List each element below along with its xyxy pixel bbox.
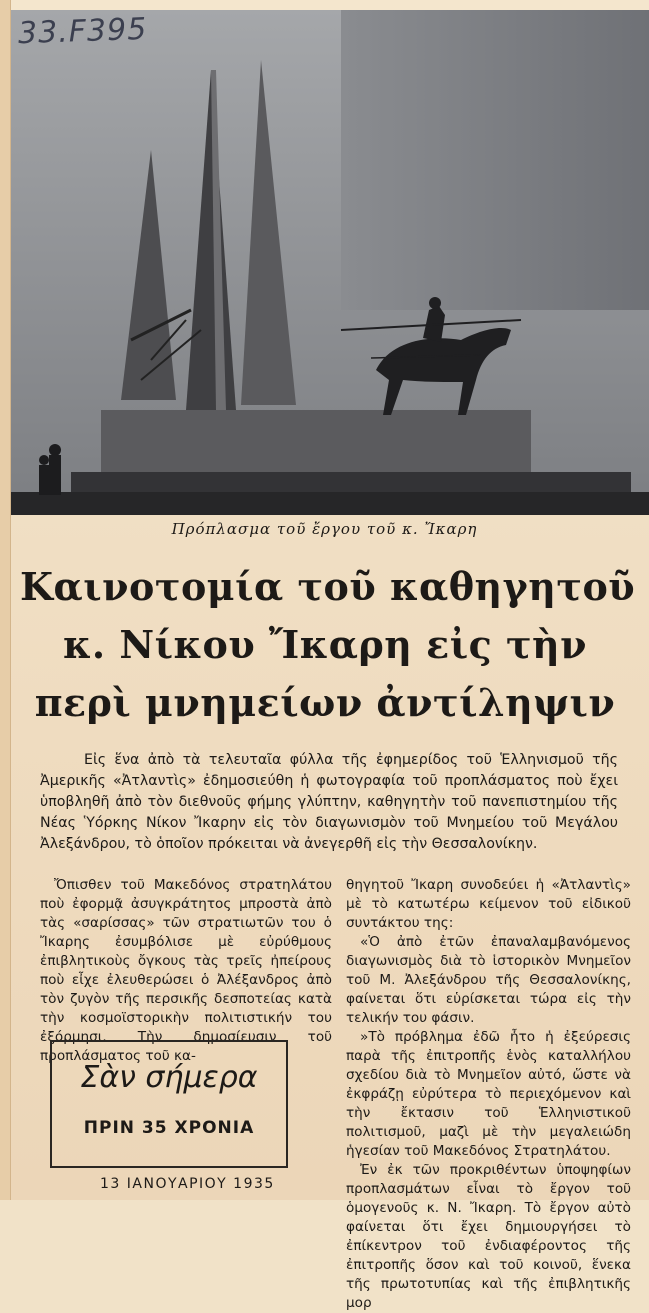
headline (20, 558, 636, 732)
right-column-paragraph: «Ὁ ἀπὸ ἐτῶν ἐπαναλαμβανόμενος διαγωνισμὸς διὰ τὸ ἱστορικὸν Μνημεῖον τοῦ Μ. Ἀλεξάνδρου τῆς Θεσσαλονίκης, φαίνεται ὅτι εὑρίσκεται τώρα εἰς τὴν τελικήν του φάσιν. (346, 934, 631, 1026)
left-column-paragraph: Ὄπισθεν τοῦ Μακεδόνος στρατηλάτου ποὺ ἐφορμᾷ ἀσυγκράτητος μπροστὰ ἀπὸ τὰς «σαρίσσας» τῶν στρατιωτῶν του ὁ Ἴκαρης ἐσυμβόλισε μὲ εὐρύθμους ἐπιβλητικοὺς ὄγκους τὰς τρεῖς ἠπείρους ποὺ εἶχε ἐλευθερώσει ὁ Ἀλέξανδρος ἀπὸ τὸν ζυγὸν τῆς περσικῆς δεσποτείας κατὰ τὴν κοσμοϊστορικὴν πολιτιστικήν του ἐξόρμησι. Τὴν δημοσίευσιν τοῦ προπλάσματος τοῦ κα- (40, 877, 332, 1064)
handwritten-archive-number: 33.F395 (17, 11, 148, 52)
paper-edge (0, 0, 11, 1200)
monument-photo (11, 10, 649, 515)
box-title: Σὰν σήμερα (80, 1060, 258, 1095)
right-column-paragraph: Ἐν ἐκ τῶν προκριθέντων ὑποψηφίων προπλασμάτων εἶναι τὸ ἔργον τοῦ ὁμογενοῦς κ. Ν. Ἴκαρη. Τὸ ἔργον αὐτὸ φαίνεται ὅτι ἔχει δημιουργήσει τὸ ἐπίκεντρον τοῦ ἐνδιαφέροντος τῆς ἐπιτροπῆς ὅσον καὶ τοῦ κοινοῦ, ἕνεκα τῆς πρωτοτυπίας καὶ τῆς ἐπιβλητικῆς μορ (346, 1162, 631, 1311)
headline-line-3: περὶ μνημείων ἀντίληψιν (34, 680, 616, 725)
on-this-day-box (50, 1040, 288, 1168)
headline-line-2: κ. Νίκου Ἴκαρη εἰς τὴν (62, 622, 588, 667)
headline-line-1: Καινοτομία τοῦ καθηγητοῦ (20, 564, 636, 609)
right-column-paragraph: »Τὸ πρόβλημα ἐδῶ ἦτο ἡ ἐξεύρεσις παρὰ τῆς ἐπιτροπῆς ἑνὸς καταλλήλου σχεδίου διὰ τὸ Μνημεῖον αὐτό, ὥστε νὰ ἐκφράζῃ εὐρύτερα τὸ περιεχόμενον καὶ τὴν ἔκτασιν τοῦ Ἑλληνιστικοῦ πολιτισμοῦ, μαζὶ μὲ τὴν μεγαλειώδη ἡγεσίαν τοῦ Μακεδόνος Στρατηλάτου. (346, 1029, 631, 1159)
box-subtitle: ΠΡΙΝ 35 ΧΡΟΝΙΑ (83, 1118, 255, 1138)
right-column-paragraph: θηγητοῦ Ἴκαρη συνοδεύει ἡ «Ἀτλαντὶς» μὲ τὸ κατωτέρω κείμενον τοῦ εἰδικοῦ συντάκτου της: (346, 877, 631, 931)
left-column (40, 876, 332, 1066)
right-column (346, 876, 631, 1313)
photo-caption: Πρόπλασμα τοῦ ἔργου τοῦ κ. Ἴκαρη (171, 520, 478, 538)
lede-paragraph: Εἰς ἕνα ἀπὸ τὰ τελευταῖα φύλλα τῆς ἐφημερίδος τοῦ Ἑλληνισμοῦ τῆς Ἀμερικῆς «Ἀτλαντὶς» ἐδημοσιεύθη ἡ φωτογραφία τοῦ προπλάσματος ποὺ ἔχει ὑποβληθῆ ἀπὸ τὸν διεθνοῦς φήμης γλύπτην, καθηγητὴν τοῦ πανεπιστημίου τῆς Νέας Ὑόρκης Νίκον Ἴκαρην εἰς τὸν διαγωνισμὸν τοῦ Μνημείου τοῦ Μεγάλου Ἀλεξάνδρου, τὸ ὁποῖον πρόκειται νὰ ἀνεγερθῆ εἰς τὴν Θεσσαλονίκην. (40, 752, 618, 852)
box-date: 13 ΙΑΝΟΥΑΡΙΟΥ 1935 (100, 1176, 275, 1192)
